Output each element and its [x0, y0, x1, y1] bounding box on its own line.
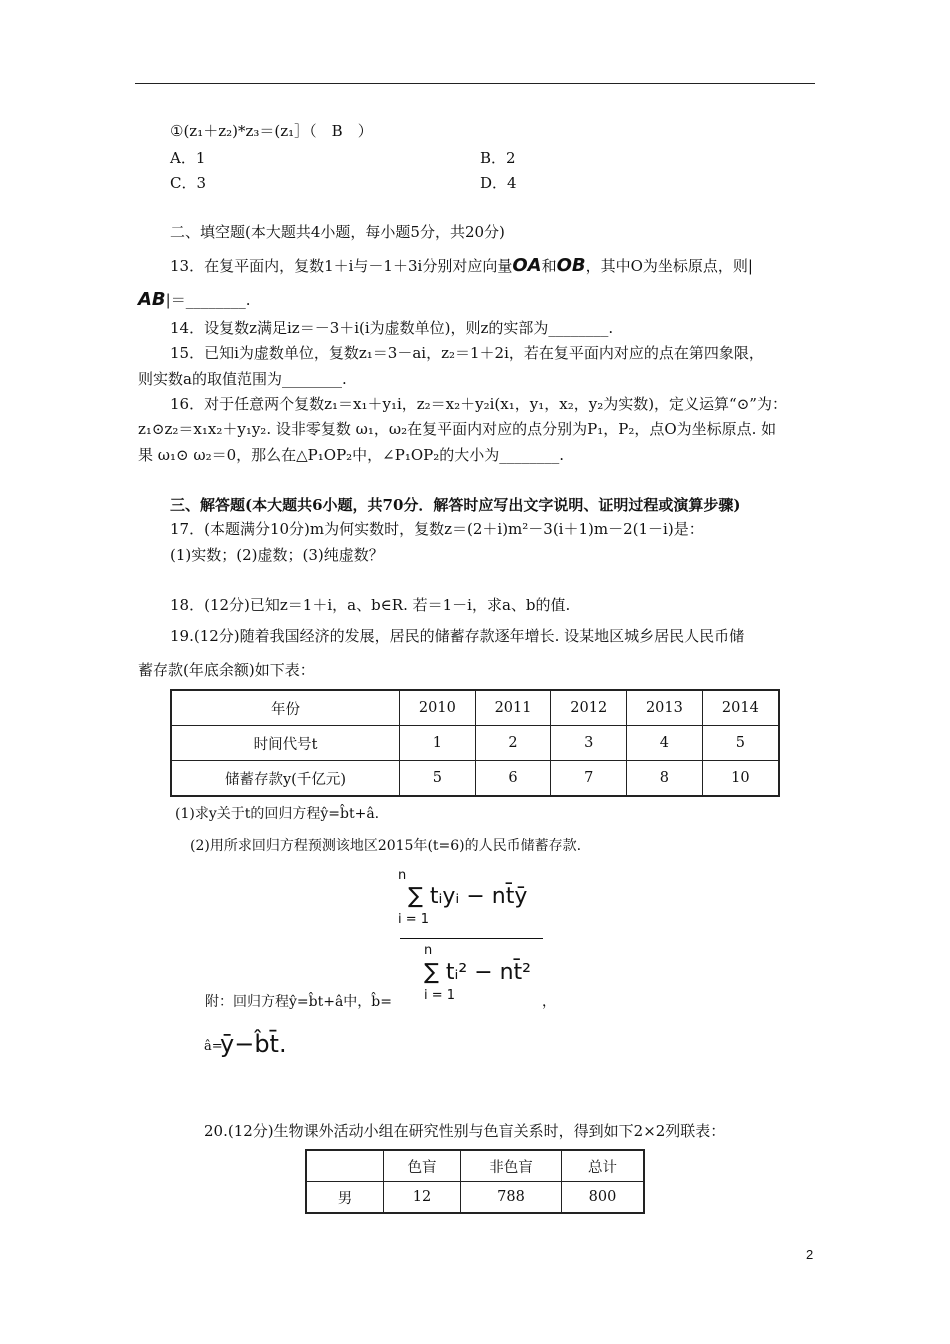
page-number: 2 — [806, 1247, 814, 1262]
table-cell: 12 — [384, 1182, 461, 1214]
q15-line2: 则实数a的取值范围为________. — [138, 370, 347, 388]
sum-upper-limit-den: n — [424, 943, 433, 958]
table-cell: 色盲 — [384, 1150, 461, 1182]
table-cell: 2013 — [627, 690, 703, 726]
table-row — [306, 1182, 644, 1214]
vector-oa: OA — [512, 255, 542, 276]
table-cell: 1 — [400, 726, 476, 761]
sum-upper-limit-num: n — [398, 868, 407, 883]
q16-line3: 果 ω₁⊙ ω₂＝0，那么在△P₁OP₂中，∠P₁OP₂的大小为________. — [138, 446, 565, 464]
q13-text-a: 13．在复平面内，复数1＋i与－1＋3i分别对应向量 — [170, 257, 513, 275]
q19-sub1: (1)求y关于t的回归方程ŷ=b̂t+â. — [175, 806, 380, 822]
fraction-bar — [400, 938, 543, 939]
table-cell: 总计 — [562, 1150, 645, 1182]
table-cell: 8 — [627, 761, 703, 797]
q12-option-c: C．3 — [170, 174, 207, 192]
vector-ab: AB — [138, 289, 166, 310]
header-rule — [135, 83, 815, 84]
table-cell: 800 — [562, 1182, 645, 1214]
table-cell: 5 — [400, 761, 476, 797]
q19-line1: 19.(12分)随着我国经济的发展，居民的储蓄存款逐年增长. 设某地区城乡居民人民币储 — [170, 627, 745, 645]
table-row — [171, 690, 779, 726]
vector-ob: OB — [556, 255, 586, 276]
table-cell: 6 — [475, 761, 551, 797]
table-cell: 年份 — [171, 690, 400, 726]
q19-line2: 蓄存款(年底余额)如下表： — [138, 661, 315, 679]
a-formula-prefix: â= — [204, 1039, 223, 1054]
q15-line1: 15．已知i为虚数单位，复数z₁＝3－ai，z₂＝1＋2i，若在复平面内对应的点在第四象限， — [170, 344, 764, 362]
q12-option-a: A．1 — [170, 149, 206, 167]
q13-line1 — [170, 256, 753, 276]
q13-text-b: 和 — [541, 257, 557, 275]
q13-line2 — [138, 290, 250, 310]
q19-sub2: (2)用所求回归方程预测该地区2015年(t=6)的人民币储蓄存款. — [190, 838, 582, 854]
q12-option-d: D．4 — [480, 174, 517, 192]
q13-text-d: |＝________. — [165, 291, 251, 309]
q19-note-comma: ， — [542, 994, 556, 1010]
formula-numerator: ∑ tᵢyᵢ − nt̄ȳ — [408, 884, 528, 909]
q13-text-c: ，其中O为坐标原点，则| — [585, 257, 753, 275]
a-formula: ȳ−b̂t̄. — [220, 1030, 287, 1058]
formula-denominator: ∑ tᵢ² − nt̄² — [424, 960, 532, 985]
q16-line1: 16．对于任意两个复数z₁＝x₁＋y₁i，z₂＝x₂＋y₂i(x₁，y₁，x₂，y₂为实数)，定义运算“⊙”为： — [170, 395, 787, 413]
table-cell: 3 — [551, 726, 627, 761]
q20-line1: 20.(12分)生物课外活动小组在研究性别与色盲关系时，得到如下2×2列联表： — [204, 1122, 726, 1140]
section2-title: 二、填空题(本大题共4小题，每小题5分，共20分) — [170, 223, 505, 241]
q18: 18．(12分)已知z＝1＋i，a、b∈R. 若＝1－i，求a、b的值. — [170, 596, 571, 614]
q12-item: ①(z₁＋z₂)*z₃＝(z₁］（ B ） — [170, 122, 373, 140]
table-cell: 2010 — [400, 690, 476, 726]
q17-line1: 17．(本题满分10分)m为何实数时，复数z＝(2＋i)m²－3(i＋1)m－2(1－i)是： — [170, 520, 704, 538]
table-cell: 7 — [551, 761, 627, 797]
sum-lower-limit-num: i = 1 — [398, 912, 430, 927]
table-row — [306, 1150, 644, 1182]
table-cell: 储蓄存款y(千亿元) — [171, 761, 400, 797]
table-cell: 5 — [702, 726, 779, 761]
table-cell: 时间代号t — [171, 726, 400, 761]
table-cell: 2014 — [702, 690, 779, 726]
table-cell: 10 — [702, 761, 779, 797]
table-cell: 2 — [475, 726, 551, 761]
table-cell — [306, 1150, 384, 1182]
table-cell: 2011 — [475, 690, 551, 726]
sum-lower-limit-den: i = 1 — [424, 988, 456, 1003]
savings-table — [170, 689, 780, 797]
q16-line2: z₁⊙z₂＝x₁x₂＋y₁y₂. 设非零复数 ω₁，ω₂在复平面内对应的点分别为P₁，P₂，点O为坐标原点. 如 — [138, 420, 777, 438]
table-cell: 非色盲 — [461, 1150, 562, 1182]
q12-option-b: B．2 — [480, 149, 516, 167]
table-row — [171, 726, 779, 761]
colorblind-table — [305, 1149, 645, 1214]
section3-title: 三、解答题(本大题共6小题，共70分．解答时应写出文字说明、证明过程或演算步骤) — [170, 496, 741, 514]
table-cell: 男 — [306, 1182, 384, 1214]
table-row — [171, 761, 779, 797]
q14: 14．设复数z满足iz＝－3＋i(i为虚数单位)，则z的实部为________. — [170, 319, 614, 337]
table-cell: 4 — [627, 726, 703, 761]
q17-line2: (1)实数；(2)虚数；(3)纯虚数？ — [170, 546, 384, 564]
table-cell: 788 — [461, 1182, 562, 1214]
q19-note: 附：回归方程ŷ=b̂t+â中，b̂= — [205, 994, 392, 1010]
table-cell: 2012 — [551, 690, 627, 726]
